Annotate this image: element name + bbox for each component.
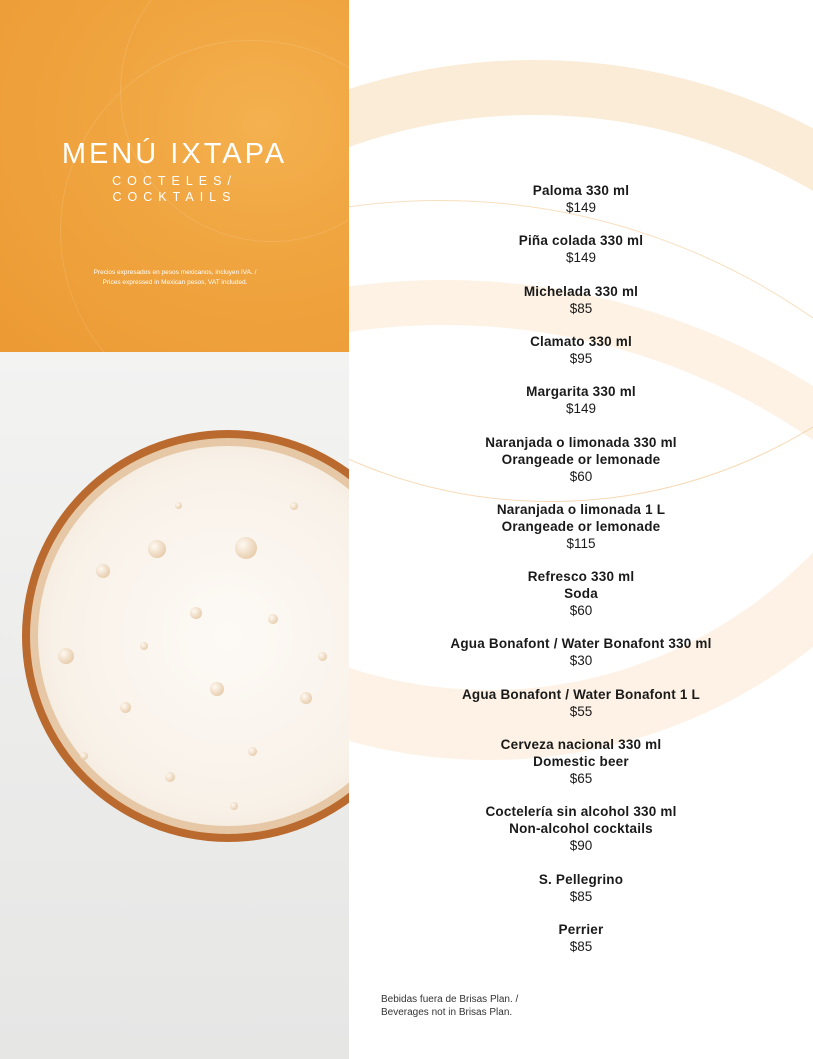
bubble xyxy=(165,772,175,782)
item-name: Cerveza nacional 330 ml xyxy=(500,737,662,752)
bubble xyxy=(235,537,257,559)
bubble xyxy=(140,642,148,650)
price-note-es: Precios expresados en pesos mexicanos, incluyen IVA. / xyxy=(93,269,257,276)
item-price: $90 xyxy=(569,838,593,853)
item-name-en: Orangeade or lemonade xyxy=(501,519,661,534)
menu-item xyxy=(349,871,813,905)
left-panel xyxy=(0,0,349,1059)
footer-line-en: Beverages not in Brisas Plan. xyxy=(381,1006,513,1018)
subtitle-es: COCTELES/ xyxy=(112,174,237,188)
menu-item xyxy=(349,568,813,619)
item-price: $149 xyxy=(565,200,597,215)
bubble xyxy=(210,682,224,696)
bubble xyxy=(148,540,166,558)
menu-item xyxy=(349,635,813,669)
item-price: $95 xyxy=(569,351,593,366)
menu-item xyxy=(349,921,813,955)
menu-item xyxy=(349,283,813,317)
page-title: MENÚ IXTAPA xyxy=(61,138,288,170)
item-price: $65 xyxy=(569,771,593,786)
menu-list xyxy=(349,0,813,1059)
item-name: Naranjada o limonada 1 L xyxy=(496,502,666,517)
item-name: Perrier xyxy=(558,922,604,937)
footer-line-es: Bebidas fuera de Brisas Plan. / xyxy=(381,994,519,1005)
item-name: Clamato 330 ml xyxy=(530,334,632,349)
bubble xyxy=(318,652,327,661)
item-price: $60 xyxy=(569,469,593,484)
item-name-en: Soda xyxy=(564,586,598,601)
subtitle-en: COCKTAILS xyxy=(112,190,237,204)
item-name: Naranjada o limonada 330 ml xyxy=(485,435,677,450)
menu-item xyxy=(349,232,813,266)
bubble xyxy=(58,648,74,664)
item-price: $30 xyxy=(569,653,593,668)
bubble xyxy=(300,692,312,704)
item-name: Agua Bonafont / Water Bonafont 1 L xyxy=(461,687,701,702)
item-name-en: Domestic beer xyxy=(533,754,629,769)
item-name: Michelada 330 ml xyxy=(523,284,639,299)
item-price: $149 xyxy=(565,401,597,416)
bubble xyxy=(268,614,278,624)
item-name: Paloma 330 ml xyxy=(532,183,630,198)
menu-item xyxy=(349,182,813,216)
item-price: $85 xyxy=(569,889,593,904)
item-name: Piña colada 330 ml xyxy=(518,233,644,248)
menu-item xyxy=(349,383,813,417)
bubble xyxy=(248,747,257,756)
item-price: $85 xyxy=(569,301,593,316)
item-name: Coctelería sin alcohol 330 ml xyxy=(485,804,677,819)
menu-item xyxy=(349,736,813,787)
price-note-en: Prices expressed in Mexican pesos, VAT included. xyxy=(102,279,248,286)
item-price: $60 xyxy=(569,603,593,618)
bubble xyxy=(80,752,88,760)
item-price: $149 xyxy=(565,250,597,265)
menu-item xyxy=(349,686,813,720)
header-block xyxy=(0,0,349,352)
item-name: Refresco 330 ml xyxy=(527,569,635,584)
bubble xyxy=(190,607,202,619)
beverage-photo xyxy=(0,352,349,1059)
item-price: $55 xyxy=(569,704,593,719)
menu-item xyxy=(349,501,813,552)
item-name: S. Pellegrino xyxy=(538,872,624,887)
item-price: $85 xyxy=(569,939,593,954)
bubble xyxy=(230,802,238,810)
item-name: Agua Bonafont / Water Bonafont 330 ml xyxy=(450,636,712,651)
item-price: $115 xyxy=(566,536,596,551)
bubble xyxy=(175,502,182,509)
item-name: Margarita 330 ml xyxy=(526,384,636,399)
menu-item xyxy=(349,434,813,485)
bubble xyxy=(120,702,131,713)
bubble xyxy=(290,502,298,510)
bubble xyxy=(96,564,110,578)
item-name-en: Orangeade or lemonade xyxy=(501,452,661,467)
item-name-en: Non-alcohol cocktails xyxy=(509,821,653,836)
menu-item xyxy=(349,333,813,367)
footer-note xyxy=(381,994,518,1019)
menu-item xyxy=(349,803,813,854)
